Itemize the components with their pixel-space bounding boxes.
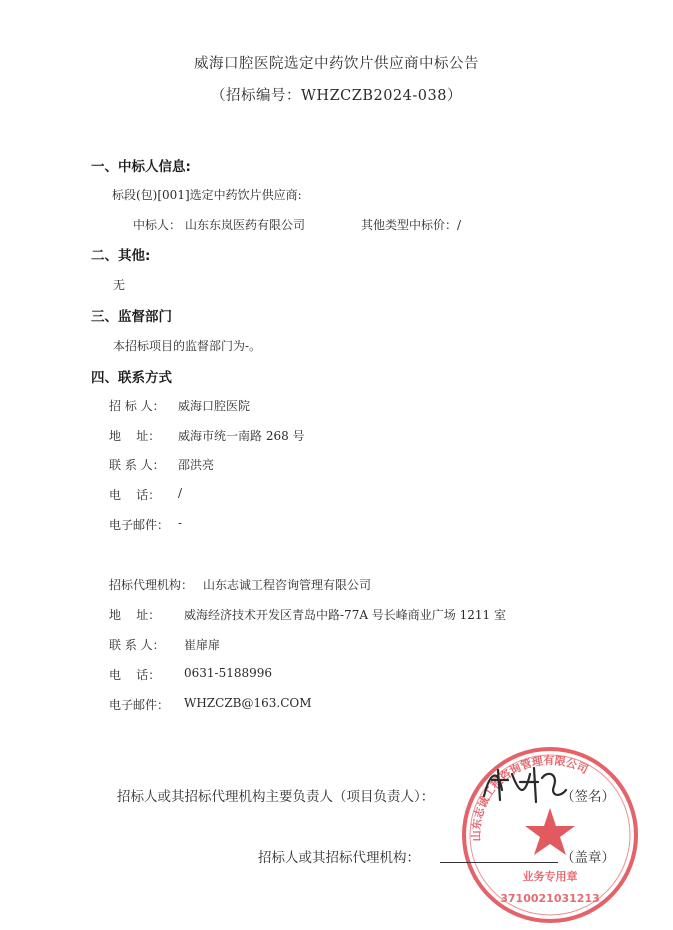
agency-label: 招标代理机构：: [109, 578, 194, 592]
agency-contact-label: 联 系 人：: [109, 638, 165, 652]
phone-label: 电 话：: [109, 488, 161, 502]
agency-contact-value: 崔扉扉: [184, 638, 221, 652]
seal-line-label: 招标人或其招标代理机构：: [258, 850, 420, 866]
seal-suffix: （盖章）: [561, 850, 615, 866]
agency-phone-label: 电 话：: [109, 668, 161, 682]
supervision-text: 本招标项目的监督部门为-。: [113, 339, 262, 353]
agency-value: 山东志诚工程咨询管理有限公司: [203, 578, 372, 592]
handwritten-signature-icon: [478, 760, 568, 808]
section-heading-other: 二、其他:: [91, 248, 151, 264]
lot-text: 标段(包)[001]选定中药饮片供应商:: [112, 188, 302, 202]
agency-address-value: 威海经济技术开发区青岛中路-77A 号长峰商业广场 1211 室: [184, 608, 506, 622]
seal-underline: [440, 848, 558, 867]
seal-number-text: 3710021031213: [500, 892, 600, 905]
seal-sub-text: 业务专用章: [522, 870, 578, 883]
address-label: 地 址：: [109, 429, 161, 443]
page-title: 威海口腔医院选定中药饮片供应商中标公告: [194, 56, 479, 72]
section-heading-winner: 一、中标人信息:: [91, 159, 191, 175]
contact-label: 联 系 人：: [109, 458, 165, 472]
contact-value: 邵洪亮: [178, 458, 215, 472]
agency-email-label: 电子邮件：: [109, 698, 170, 712]
agency-phone-value: 0631-5188996: [184, 666, 273, 680]
tenderer-label: 招 标 人：: [109, 399, 165, 413]
winner-label: 中标人：: [133, 218, 182, 232]
email-value: -: [178, 516, 183, 530]
other-text: 无: [113, 278, 126, 292]
section-heading-contact: 四、联系方式: [91, 370, 172, 386]
agency-address-label: 地 址：: [109, 608, 161, 622]
winner-price: 其他类型中标价：/: [361, 218, 462, 232]
sign-suffix: （签名）: [561, 789, 615, 805]
tenderer-value: 威海口腔医院: [178, 399, 251, 413]
signer-line-label: 招标人或其招标代理机构主要负责人（项目负责人）：: [117, 789, 435, 805]
section-heading-supervision: 三、监督部门: [91, 309, 172, 325]
seal-name-text: 山东志诚工程咨询管理有限公司: [469, 754, 591, 842]
phone-value: /: [178, 486, 183, 500]
winner-name: 山东东岚医药有限公司: [185, 218, 306, 232]
address-value: 威海市统一南路 268 号: [178, 429, 305, 443]
email-label: 电子邮件：: [109, 518, 170, 532]
agency-email-value: WHZCZB@163.COM: [184, 696, 312, 710]
tender-code: （招标编号：WHZCZB2024-038）: [211, 88, 462, 104]
